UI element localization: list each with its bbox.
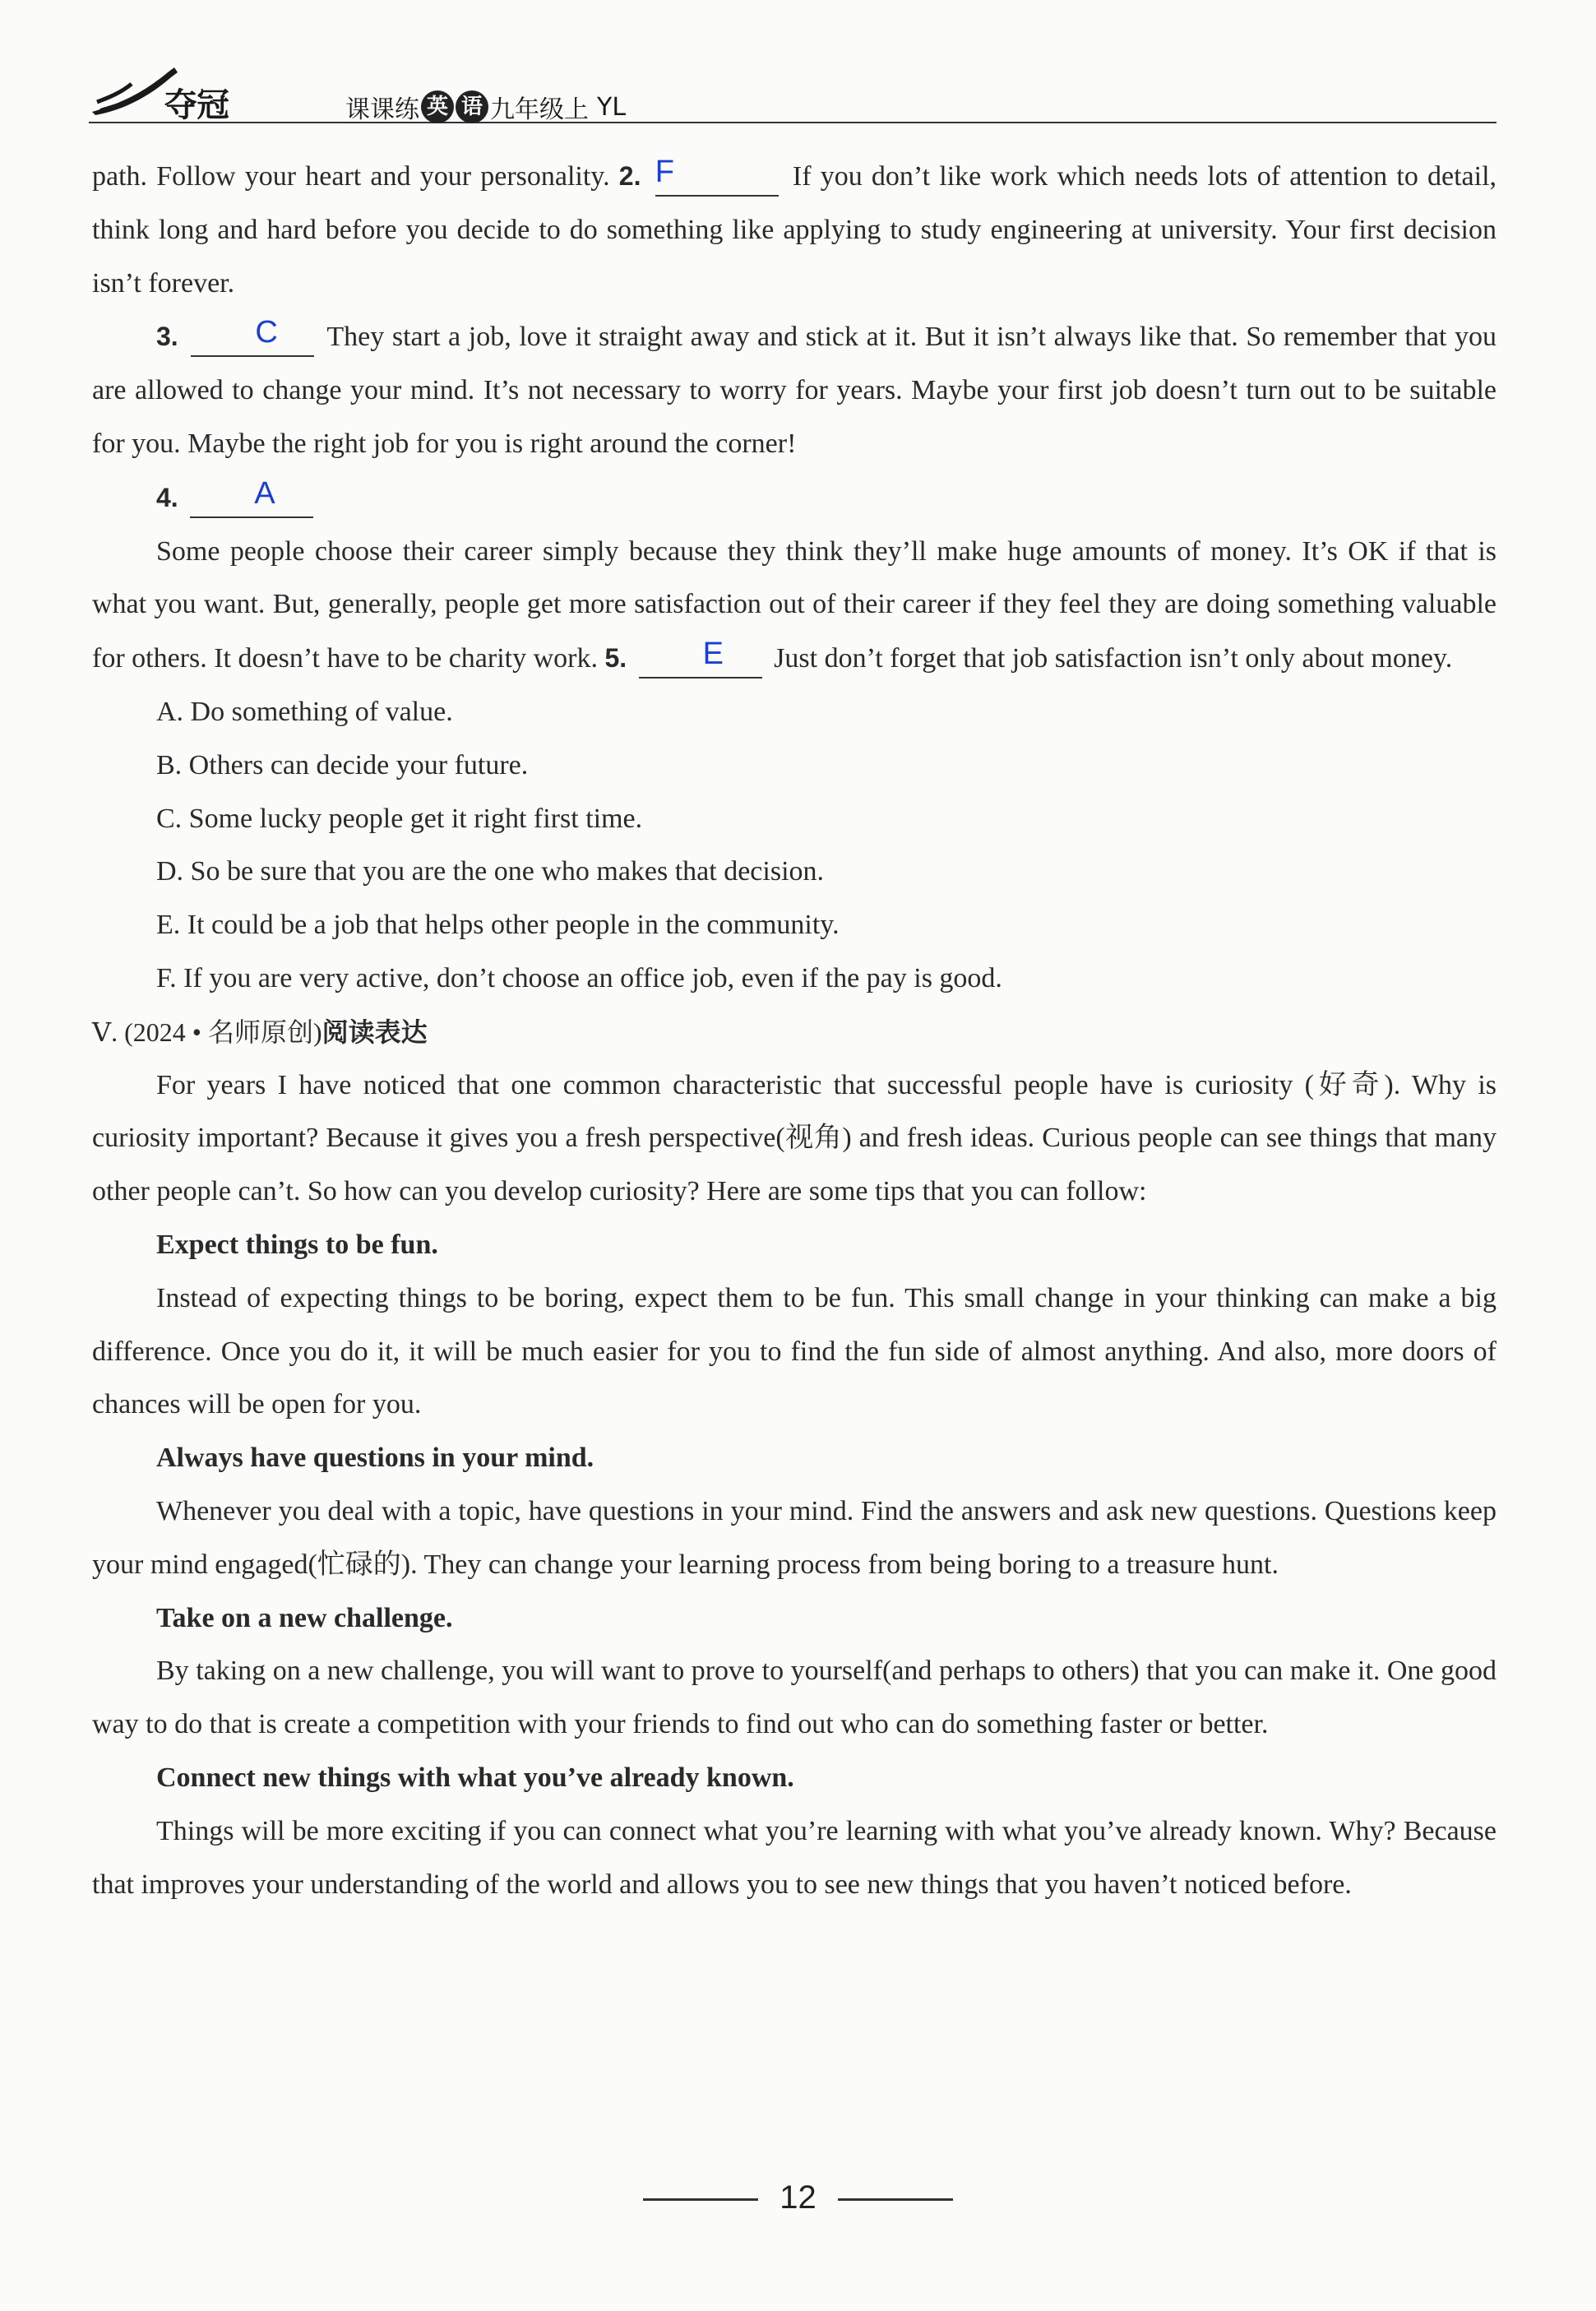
handwritten-answer: F: [655, 155, 674, 189]
question-number: 2.: [618, 161, 641, 191]
grade-label: 九年级上: [490, 95, 589, 124]
text-segment: If you don’t like work which needs lots of attention to detail, think long and hard before you decide to do something like applying to study engineering at university. Your first decision isn’t forever.: [92, 161, 1497, 299]
answer-blank-q4[interactable]: [190, 475, 313, 518]
handwritten-answer: C: [255, 315, 278, 350]
text-segment: Some people choose their career simply because they think they’ll make huge amounts of money. It’s OK if that is what you want. But, generally, people get more satisfaction out of their career if they feel they are doing something valuable for others. It doesn’t have to be charity work.: [92, 535, 1497, 674]
text-segment: They start a job, love it straight away and stick at it. But it isn’t always like that. So remember that you are allowed to change your mind. It’s not necessary to worry for years. Maybe your first job doesn’t turn out to be suitable for you. Maybe the right job for you is right around the corner!: [92, 322, 1497, 459]
footer-rule-right: [838, 2198, 953, 2201]
edition-label: YL: [597, 92, 627, 122]
series-title: [345, 89, 626, 125]
tip-paragraph-1: Instead of expecting things to be boring, expect them to be fun. This small change in your thinking can make a big difference. Once you do it, it will be much easier for you to find the fun side of almost anything. And also, more doors of chances will be open for you.: [92, 1282, 1497, 1420]
footer-rule-left: [643, 2198, 758, 2201]
paragraph-money: [92, 526, 1497, 686]
option-d: D. So be sure that you are the one who makes that decision.: [156, 856, 825, 887]
text-segment: path. Follow your heart and your personality.: [92, 161, 610, 192]
paragraph-q3: [92, 310, 1497, 470]
series-name: 课课练: [345, 95, 419, 124]
option-c: C. Some lucky people get it right first time.: [156, 803, 643, 834]
tip-paragraph-4: Things will be more exciting if you can connect what you’re learning with what you’ve already known. Why? Because that improves your understanding of the world and allows you to see new things that you haven’t noticed before.: [92, 1815, 1497, 1900]
section-heading: [92, 1006, 1497, 1059]
tip-heading-4: Connect new things with what you’ve already known.: [156, 1762, 794, 1793]
option-f: F. If you are very active, don’t choose an office job, even if the pay is good.: [156, 962, 1002, 993]
passage-intro: For years I have noticed that one common characteristic that successful people have is curiosity (好奇). Why is curiosity important? Because it gives you a fresh perspective(视角) and fresh ideas. Curious people can see things that many other people can’t. So how can you develop curiosity? Here are some tips that you can follow:: [92, 1069, 1497, 1207]
tip-heading-2: Always have questions in your mind.: [156, 1443, 594, 1474]
paragraph-q2: [92, 150, 1497, 310]
text-segment: Just don’t forget that job satisfaction isn’t only about money.: [774, 643, 1453, 674]
option-e: E. It could be a job that helps other people in the community.: [156, 910, 840, 941]
answer-blank-q3[interactable]: [191, 315, 314, 357]
handwritten-answer: A: [254, 475, 275, 511]
page-number: 12: [779, 2179, 817, 2216]
brand-name: 夺冠: [164, 86, 229, 124]
question-number: 3.: [156, 322, 178, 352]
question-number: 4.: [156, 482, 178, 512]
tip-paragraph-2: Whenever you deal with a topic, have questions in your mind. Find the answers and ask new questions. Questions keep your mind engaged(忙碌的). They can change your learning process from being boring to a treasure hunt.: [92, 1495, 1497, 1580]
section-title: 阅读表达: [322, 1016, 428, 1048]
tip-paragraph-3: By taking on a new challenge, you will want to prove to yourself(and perhaps to others) that you can make it. One good way to do that is create a competition with your friends to find out who can do something faster or better.: [92, 1656, 1497, 1740]
subject-char-1: 英: [421, 90, 454, 123]
tip-heading-1: Expect things to be fun.: [156, 1229, 438, 1260]
page-number-footer: [0, 2179, 1596, 2216]
answer-blank-q5[interactable]: [639, 637, 762, 678]
answer-blank-q2[interactable]: [655, 155, 779, 197]
page-header: [89, 64, 1497, 123]
tip-heading-3: Take on a new challenge.: [156, 1602, 453, 1633]
paragraph-q4: [92, 471, 1497, 526]
option-b: B. Others can decide your future.: [156, 749, 529, 780]
page-body: [92, 150, 1497, 1911]
question-number: 5.: [604, 643, 627, 674]
handwritten-answer: E: [702, 637, 724, 672]
subject-char-2: 语: [456, 90, 488, 123]
option-a: A. Do something of value.: [156, 696, 453, 727]
section-label: Ⅴ. (2024 • 名师原创): [92, 1017, 322, 1047]
